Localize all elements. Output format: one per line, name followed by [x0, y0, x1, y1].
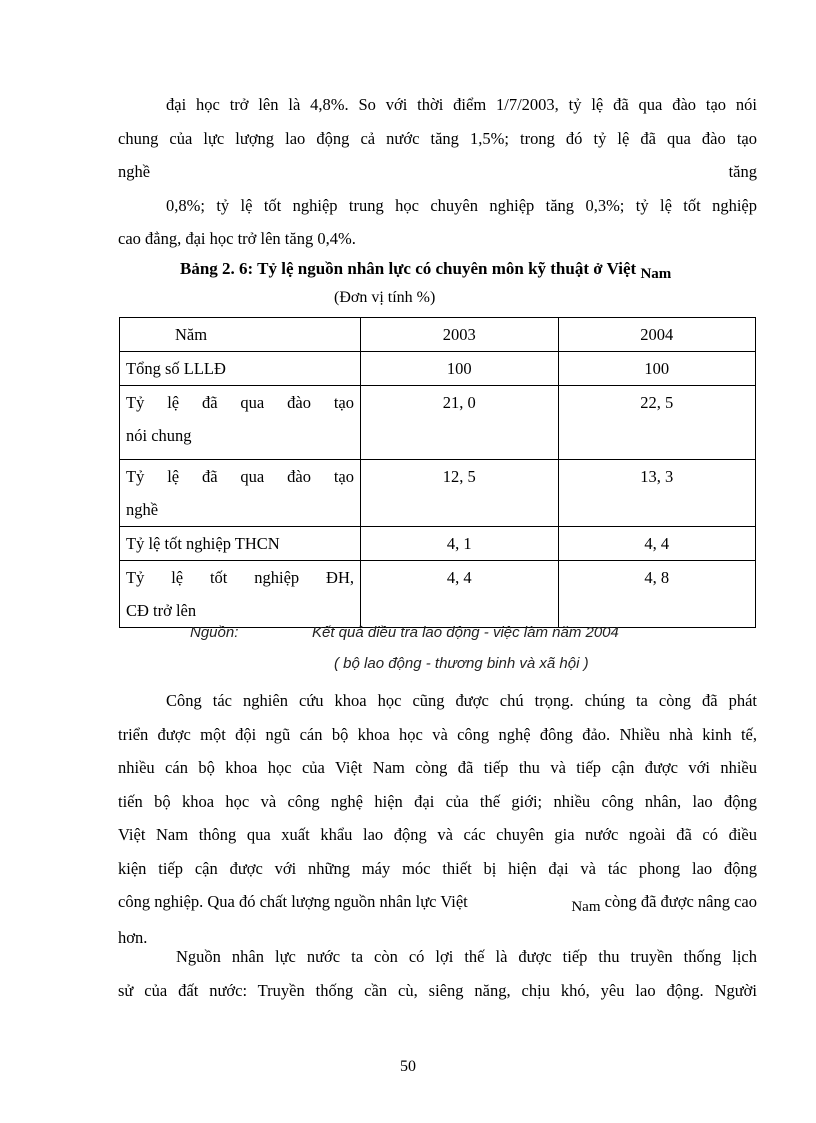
header-label: Năm	[120, 318, 361, 352]
page-number: 50	[400, 1058, 416, 1075]
cell-2004: 100	[558, 352, 756, 386]
source-org: ( bộ lao động - thương binh và xã hội )	[334, 655, 589, 672]
body1-line-1: Công tác nghiên cứu khoa học cũng được chú trọng. chúng ta còng đã phát	[166, 691, 757, 710]
cell-2003: 21, 0	[361, 386, 559, 460]
intro-line-3-right: tăng	[728, 162, 757, 181]
source-text: Kết quả điều tra lao động - việc làm năm 2004	[312, 624, 619, 641]
data-table	[119, 317, 756, 628]
row-label: Tỷ lệ tốt nghiệp THCN	[120, 527, 361, 561]
row-label	[120, 561, 361, 628]
cell-2004: 22, 5	[558, 386, 756, 460]
body1-line-2: triển được một đội ngũ cán bộ khoa học và công nghệ đông đảo. Nhiều nhà kinh tế,	[118, 724, 757, 744]
intro-line-3	[118, 155, 757, 189]
intro-line-2: chung của lực lượng lao động cả nước tăng 1,5%; trong đó tỷ lệ đã qua đào tạo	[118, 128, 757, 148]
cell-2004: 4, 8	[558, 561, 756, 628]
cell-2003: 12, 5	[361, 460, 559, 527]
cell-2004: 13, 3	[558, 460, 756, 527]
intro-line-3-left: nghề	[118, 162, 151, 181]
row-label-line-2: nghề	[126, 500, 159, 519]
table-row	[120, 352, 756, 386]
row-label: Tổng số LLLĐ	[120, 352, 361, 386]
header-2004: 2004	[558, 318, 756, 352]
row-label-line-1: Tỷ lệ đã qua đào tạo	[126, 393, 354, 412]
body-paragraph-2	[118, 940, 757, 1007]
intro-paragraph	[118, 88, 757, 256]
body1-line-5: Việt Nam thông qua xuất khẩu lao động và các chuyên gia nước ngoài đã có điều	[118, 825, 757, 844]
table-unit: (Đơn vị tính %)	[334, 289, 436, 306]
intro-line-4: 0,8%; tỷ lệ tốt nghiệp trung học chuyên nghiệp tăng 0,3%; tỷ lệ tốt nghiệp	[166, 195, 757, 215]
table-caption	[180, 259, 760, 282]
table-caption-tail: Nam	[640, 266, 672, 282]
row-label	[120, 386, 361, 460]
row-label-line-1: Tỷ lệ tốt nghiệp ĐH,	[126, 568, 354, 587]
source-label: Nguồn:	[190, 624, 239, 641]
body1-line-4: tiến bộ khoa học và công nghệ hiện đại của thế giới; nhiều công nhân, lao động	[118, 791, 757, 811]
body1-line-7	[118, 885, 757, 921]
cell-2003: 4, 1	[361, 527, 559, 561]
body2-line-2: sử của đất nước: Truyền thống cần cù, siêng năng, chịu khó, yêu lao động. Người	[118, 980, 757, 1000]
header-2003: 2003	[361, 318, 559, 352]
intro-line-5: cao đẳng, đại học trở lên tăng 0,4%.	[118, 229, 356, 248]
body1-line-6: kiện tiếp cận được với những máy móc thiết bị hiện đại và tác phong lao động	[118, 858, 757, 878]
body1-line-7-nam: Nam	[571, 899, 601, 915]
row-label-line-2: nói chung	[126, 426, 192, 445]
cell-2003: 100	[361, 352, 559, 386]
body1-line-7-end: còng đã được nâng cao	[604, 892, 757, 911]
table-caption-title: Bảng 2. 6: Tỷ lệ nguồn nhân lực có chuyên môn kỹ thuật ở Việt	[180, 259, 637, 278]
table-row	[120, 561, 756, 628]
body2-line-1: Nguồn nhân lực nước ta còn có lợi thế là được tiếp thu truyền thống lịch	[176, 947, 757, 966]
cell-2003: 4, 4	[361, 561, 559, 628]
row-label	[120, 460, 361, 527]
body1-line-8: hơn.	[118, 927, 148, 947]
body1-line-7-nam-wrap	[571, 885, 757, 921]
row-label-line-1: Tỷ lệ đã qua đào tạo	[126, 467, 354, 486]
body-paragraph-1	[118, 684, 757, 954]
row-label-line-2: CĐ trở lên	[126, 601, 197, 620]
table-header-row	[120, 318, 756, 352]
intro-line-1: đại học trở lên là 4,8%. So với thời điểm 1/7/2003, tỷ lệ đã qua đào tạo nói	[166, 95, 757, 114]
table-row	[120, 386, 756, 460]
table-row	[120, 460, 756, 527]
cell-2004: 4, 4	[558, 527, 756, 561]
body1-line-3: nhiều cán bộ khoa học của Việt Nam còng đã tiếp thu và tiếp cận được với nhiều	[118, 758, 757, 777]
body1-line-7-start: công nghiệp. Qua đó chất lượng nguồn nhân lực Việt	[118, 892, 468, 911]
table-row	[120, 527, 756, 561]
